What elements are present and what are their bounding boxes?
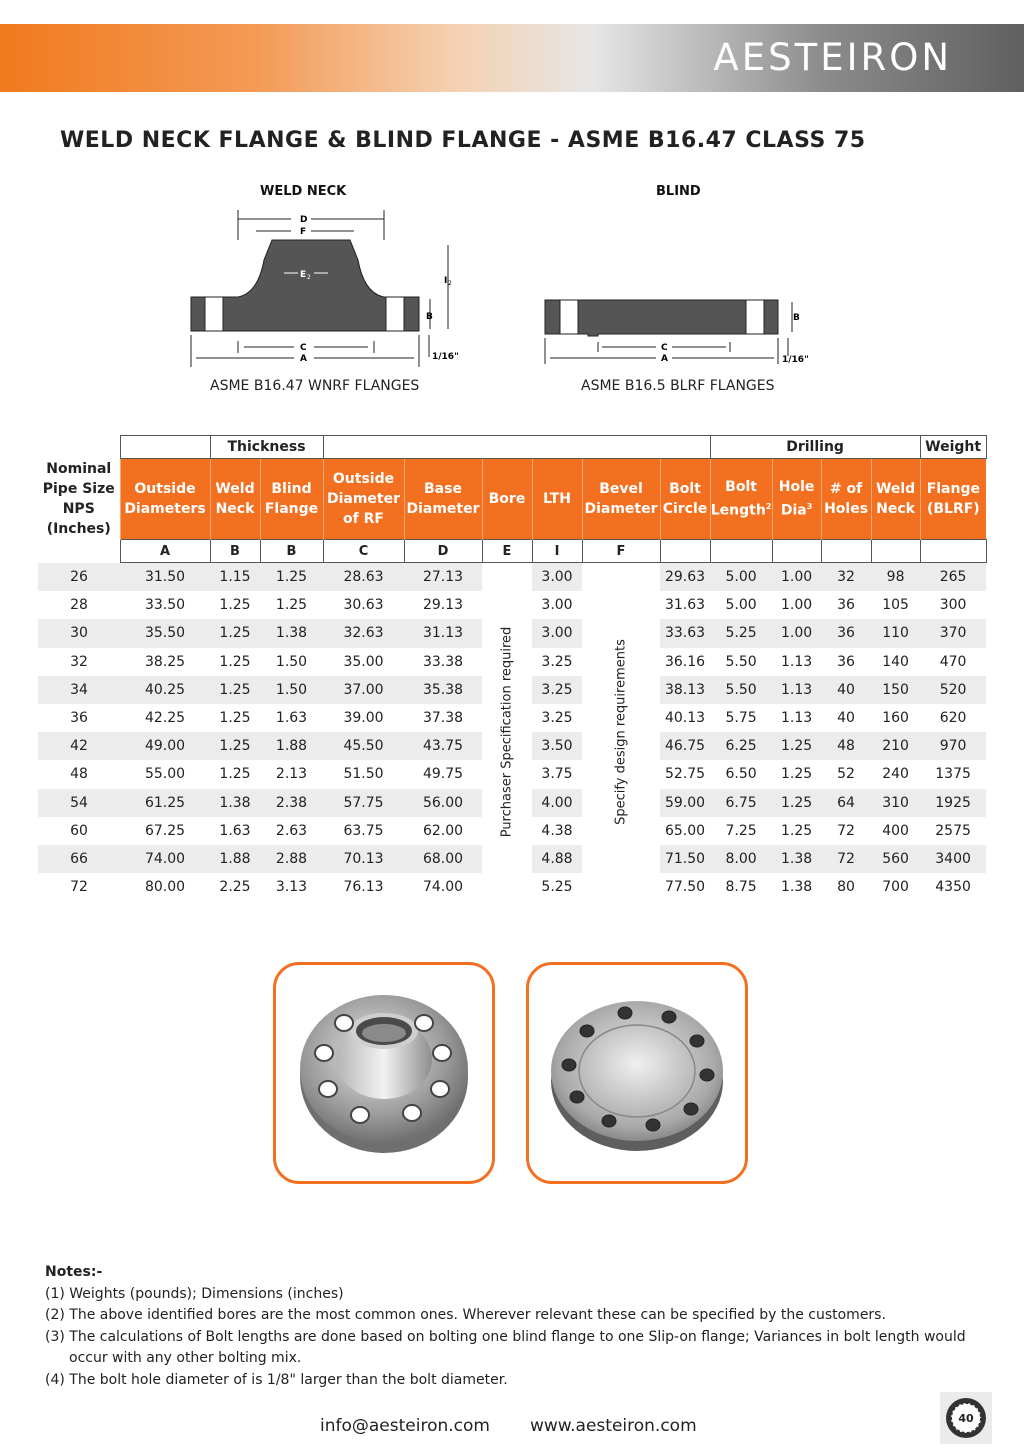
table-cell: 31.63 — [660, 591, 710, 619]
table-cell: 160 — [871, 704, 920, 732]
table-cell: 6.25 — [710, 732, 772, 760]
weld-neck-label: WELD NECK — [260, 184, 347, 199]
table-cell: 1.38 — [260, 619, 323, 647]
page-number: 40 — [958, 1412, 974, 1425]
table-cell: 5.50 — [710, 676, 772, 704]
table-cell: 80.00 — [120, 873, 210, 901]
table-cell: 105 — [871, 591, 920, 619]
table-cell: 1.25 — [210, 619, 260, 647]
table-cell: 36 — [821, 619, 871, 647]
table-cell: 64 — [821, 789, 871, 817]
table-cell: 265 — [920, 563, 986, 592]
letter-blank — [920, 540, 986, 563]
col-bf-l2: Flange — [264, 501, 319, 517]
spec-table — [38, 435, 987, 901]
dim-b: B — [426, 312, 433, 322]
dim-e2-sub: 2 — [307, 274, 311, 281]
table-cell: 5.00 — [710, 591, 772, 619]
table-cell: 3.50 — [532, 732, 582, 760]
table-cell: 68.00 — [404, 845, 482, 873]
table-cell: 28.63 — [323, 563, 404, 592]
note-3-cont: occur with any other bolting mix. — [69, 1350, 302, 1366]
table-cell: 60 — [38, 817, 120, 845]
note-2: (2) The above identified bores are the most common ones. Wherever relevant these can be specified by the customers. — [45, 1307, 886, 1323]
table-cell: 310 — [871, 789, 920, 817]
table-cell: 61.25 — [120, 789, 210, 817]
col-bevel-l2: Diameter — [584, 501, 658, 517]
col-wf-l2: (BLRF) — [926, 501, 980, 517]
table-cell: 6.50 — [710, 760, 772, 788]
table-cell: 46.75 — [660, 732, 710, 760]
table-cell: 1.50 — [260, 648, 323, 676]
table-cell: 1.25 — [210, 648, 260, 676]
col-wn-l1: Weld — [215, 481, 255, 497]
col-odrf-l3: of RF — [343, 511, 384, 527]
table-cell: 63.75 — [323, 817, 404, 845]
table-cell: 2.63 — [260, 817, 323, 845]
table-cell: 42.25 — [120, 704, 210, 732]
table-cell: 1.13 — [772, 676, 821, 704]
col-wf-l1: Flange — [926, 481, 980, 497]
table-cell: 4.38 — [532, 817, 582, 845]
table-row — [38, 563, 986, 592]
table-cell: 140 — [871, 648, 920, 676]
table-cell: 8.75 — [710, 873, 772, 901]
table-cell: 2575 — [920, 817, 986, 845]
dim-f: F — [300, 227, 307, 237]
letter-f: F — [582, 540, 660, 563]
col-bevel — [582, 459, 660, 540]
table-cell: 32.63 — [323, 619, 404, 647]
table-cell: 40.13 — [660, 704, 710, 732]
page-number-box — [940, 1392, 992, 1444]
table-cell: 5.25 — [532, 873, 582, 901]
table-cell: 49.00 — [120, 732, 210, 760]
table-cell: 74.00 — [120, 845, 210, 873]
col-wwn-l2: Neck — [876, 501, 915, 517]
letter-i: I — [532, 540, 582, 563]
dim-rf-blind: 1/16" — [782, 355, 809, 365]
table-cell: 31.13 — [404, 619, 482, 647]
table-cell: 400 — [871, 817, 920, 845]
col-wwn-l1: Weld — [875, 481, 916, 497]
table-cell: 1.13 — [772, 648, 821, 676]
col-w-flange — [920, 459, 986, 540]
letter-blank — [821, 540, 871, 563]
blind-label: BLIND — [656, 184, 701, 199]
table-cell: 42 — [38, 732, 120, 760]
table-cell: 1.63 — [260, 704, 323, 732]
dim-a: A — [300, 354, 307, 364]
table-cell: 80 — [821, 873, 871, 901]
table-cell: 77.50 — [660, 873, 710, 901]
table-cell: 3.25 — [532, 704, 582, 732]
table-cell: 40 — [821, 676, 871, 704]
col-od-rf — [323, 459, 404, 540]
table-cell: 48 — [821, 732, 871, 760]
table-cell: 45.50 — [323, 732, 404, 760]
table-cell: 4350 — [920, 873, 986, 901]
table-cell: 1.25 — [210, 591, 260, 619]
table-cell: 35.00 — [323, 648, 404, 676]
table-cell: 67.25 — [120, 817, 210, 845]
col-holes-l2: Holes — [824, 501, 869, 517]
weld-neck-flange-image — [276, 965, 492, 1181]
table-cell: 55.00 — [120, 760, 210, 788]
table-cell: 27.13 — [404, 563, 482, 592]
table-cell: 51.50 — [323, 760, 404, 788]
table-cell: 1.15 — [210, 563, 260, 592]
table-cell: 3400 — [920, 845, 986, 873]
blind-diagram — [540, 292, 820, 372]
bore-note: Purchaser Specification required — [499, 626, 515, 838]
table-cell: 3.13 — [260, 873, 323, 901]
letter-blank — [710, 540, 772, 563]
table-cell: 3.25 — [532, 676, 582, 704]
table-cell: 620 — [920, 704, 986, 732]
col-w-weld-neck — [871, 459, 920, 540]
blind-flange-photo — [526, 962, 748, 1184]
col-bf-l1: Blind — [271, 481, 312, 497]
letter-d: D — [404, 540, 482, 563]
table-cell: 5.50 — [710, 648, 772, 676]
table-cell: 1.25 — [772, 817, 821, 845]
table-cell: 110 — [871, 619, 920, 647]
table-cell: 3.25 — [532, 648, 582, 676]
table-cell: 49.75 — [404, 760, 482, 788]
group-thickness: Thickness — [210, 436, 323, 459]
table-cell: 3.75 — [532, 760, 582, 788]
table-cell: 1375 — [920, 760, 986, 788]
table-cell: 31.50 — [120, 563, 210, 592]
table-cell: 520 — [920, 676, 986, 704]
col-od — [120, 459, 210, 540]
letter-blank — [772, 540, 821, 563]
table-cell: 29.13 — [404, 591, 482, 619]
dim-i2-sub: 2 — [448, 280, 452, 287]
table-cell: 29.63 — [660, 563, 710, 592]
col-weld-neck — [210, 459, 260, 540]
column-header-row — [38, 459, 986, 540]
table-cell: 1.25 — [210, 732, 260, 760]
col-bl-l2: Length — [710, 502, 766, 519]
table-cell: 5.75 — [710, 704, 772, 732]
col-bl-l1: Bolt — [725, 479, 757, 496]
col-hd-sup: 3 — [806, 502, 813, 512]
table-cell: 30.63 — [323, 591, 404, 619]
col-nps-line1: Nominal — [46, 461, 112, 477]
table-cell: 1.25 — [772, 760, 821, 788]
table-cell: 57.75 — [323, 789, 404, 817]
letter-a: A — [120, 540, 210, 563]
dim-c: C — [300, 343, 307, 353]
table-cell: 43.75 — [404, 732, 482, 760]
col-base-l2: Diameter — [406, 501, 480, 517]
table-cell: 2.88 — [260, 845, 323, 873]
table-cell: 1.50 — [260, 676, 323, 704]
table-cell: 62.00 — [404, 817, 482, 845]
weld-neck-caption: ASME B16.47 WNRF FLANGES — [210, 378, 420, 394]
col-od-l2: Diameters — [124, 501, 206, 517]
table-cell: 48 — [38, 760, 120, 788]
table-cell: 36 — [821, 648, 871, 676]
bevel-note: Specify design requirements — [613, 639, 629, 825]
table-cell: 1.25 — [260, 591, 323, 619]
table-cell: 3.00 — [532, 591, 582, 619]
dim-c-blind: C — [661, 343, 668, 353]
table-cell: 150 — [871, 676, 920, 704]
group-header-row — [38, 436, 986, 459]
group-blank-1 — [120, 436, 210, 459]
table-body — [38, 563, 986, 902]
col-odrf-l2: Diameter — [326, 491, 401, 507]
table-cell: 72 — [821, 845, 871, 873]
letter-b1: B — [210, 540, 260, 563]
table-cell: 36 — [821, 591, 871, 619]
letter-b2: B — [260, 540, 323, 563]
brand-logo: AESTEIRON — [713, 36, 952, 79]
table-cell: 66 — [38, 845, 120, 873]
table-cell: 1.38 — [772, 845, 821, 873]
table-cell: 36.16 — [660, 648, 710, 676]
col-odrf-l1: Outside — [332, 471, 395, 487]
col-bc-l1: Bolt — [669, 481, 701, 497]
table-cell: 1.25 — [210, 760, 260, 788]
table-cell: 37.38 — [404, 704, 482, 732]
table-cell: 33.50 — [120, 591, 210, 619]
table-cell: 1.38 — [772, 873, 821, 901]
table-cell: 1.25 — [260, 563, 323, 592]
table-cell: 52 — [821, 760, 871, 788]
table-cell: 4.88 — [532, 845, 582, 873]
dim-a-blind: A — [661, 354, 668, 364]
table-cell: 2.38 — [260, 789, 323, 817]
group-weight: Weight — [920, 436, 986, 459]
table-cell: 6.75 — [710, 789, 772, 817]
col-hole-dia — [772, 459, 821, 540]
table-cell: 52.75 — [660, 760, 710, 788]
table-cell: 59.00 — [660, 789, 710, 817]
note-3: (3) The calculations of Bolt lengths are done based on bolting one blind flange to one Slip-on flange; Variances in bolt length would — [45, 1328, 966, 1345]
table-cell: 700 — [871, 873, 920, 901]
col-nps-line3: NPS — [62, 501, 95, 517]
letter-blank — [871, 540, 920, 563]
table-cell: 30 — [38, 619, 120, 647]
notes-title: Notes:- — [45, 1264, 103, 1280]
table-cell: 1.25 — [210, 704, 260, 732]
table-cell: 1.00 — [772, 563, 821, 592]
table-cell: 33.38 — [404, 648, 482, 676]
weld-neck-photo — [273, 962, 495, 1184]
note-4: (4) The bolt hole diameter of is 1/8" larger than the bolt diameter. — [45, 1371, 508, 1388]
table-cell: 1.13 — [772, 704, 821, 732]
letter-e: E — [482, 540, 532, 563]
table-cell: 1.00 — [772, 619, 821, 647]
page-badge-icon — [940, 1392, 992, 1444]
table-cell: 3.00 — [532, 619, 582, 647]
blind-flange-image — [529, 965, 745, 1181]
table-cell: 54 — [38, 789, 120, 817]
footer-email[interactable]: info@aesteiron.com — [320, 1416, 490, 1436]
dim-rf: 1/16" — [432, 352, 459, 362]
col-wn-l2: Neck — [215, 501, 255, 517]
bevel-note-cell — [582, 563, 660, 902]
col-bc-l2: Circle — [662, 501, 708, 517]
dim-d: D — [300, 215, 308, 225]
table-cell: 39.00 — [323, 704, 404, 732]
col-blind-flange — [260, 459, 323, 540]
table-cell: 76.13 — [323, 873, 404, 901]
table-cell: 370 — [920, 619, 986, 647]
table-cell: 32 — [821, 563, 871, 592]
col-bolt-circle — [660, 459, 710, 540]
table-cell: 28 — [38, 591, 120, 619]
blind-caption: ASME B16.5 BLRF FLANGES — [581, 378, 775, 394]
col-hd-l1: Hole — [778, 479, 815, 496]
col-lth: LTH — [532, 459, 582, 540]
table-cell: 5.00 — [710, 563, 772, 592]
table-cell: 40 — [821, 704, 871, 732]
col-bolt-length — [710, 459, 772, 540]
group-drilling: Drilling — [710, 436, 920, 459]
table-cell: 5.25 — [710, 619, 772, 647]
dim-i2: I — [444, 276, 448, 286]
table-cell: 2.25 — [210, 873, 260, 901]
weld-neck-diagram — [186, 205, 476, 370]
table-cell: 36 — [38, 704, 120, 732]
table-cell: 35.38 — [404, 676, 482, 704]
footer-website[interactable]: www.aesteiron.com — [530, 1416, 697, 1436]
table-cell: 470 — [920, 648, 986, 676]
table-cell: 560 — [871, 845, 920, 873]
table-cell: 38.25 — [120, 648, 210, 676]
col-hd-l2: Dia — [780, 502, 807, 519]
col-nps — [38, 436, 120, 563]
table-cell: 1.38 — [210, 789, 260, 817]
table-cell: 37.00 — [323, 676, 404, 704]
table-cell: 4.00 — [532, 789, 582, 817]
table-cell: 8.00 — [710, 845, 772, 873]
letter-c: C — [323, 540, 404, 563]
table-cell: 56.00 — [404, 789, 482, 817]
table-cell: 26 — [38, 563, 120, 592]
table-cell: 71.50 — [660, 845, 710, 873]
col-nps-line4: (Inches) — [46, 521, 111, 537]
col-bl-sup: 2 — [765, 502, 772, 512]
bore-note-cell — [482, 563, 532, 902]
table-cell: 3.00 — [532, 563, 582, 592]
col-base — [404, 459, 482, 540]
col-holes — [821, 459, 871, 540]
group-blank-2 — [323, 436, 710, 459]
table-cell: 970 — [920, 732, 986, 760]
table-cell: 40.25 — [120, 676, 210, 704]
table-cell: 70.13 — [323, 845, 404, 873]
table-cell: 1.25 — [772, 732, 821, 760]
table-cell: 34 — [38, 676, 120, 704]
table-cell: 65.00 — [660, 817, 710, 845]
col-nps-line2: Pipe Size — [42, 481, 115, 497]
table-cell: 240 — [871, 760, 920, 788]
table-cell: 72 — [38, 873, 120, 901]
letter-blank — [660, 540, 710, 563]
table-cell: 35.50 — [120, 619, 210, 647]
dim-e2: E — [300, 270, 307, 280]
table-cell: 1.63 — [210, 817, 260, 845]
page-title: WELD NECK FLANGE & BLIND FLANGE - ASME B16.47 CLASS 75 — [60, 128, 866, 153]
col-od-l1: Outside — [134, 481, 196, 497]
dim-b-blind: B — [793, 313, 800, 323]
col-bevel-l1: Bevel — [599, 481, 643, 497]
col-holes-l1: # of — [829, 481, 863, 497]
col-base-l1: Base — [424, 481, 462, 497]
table-cell: 32 — [38, 648, 120, 676]
table-cell: 33.63 — [660, 619, 710, 647]
col-bore: Bore — [482, 459, 532, 540]
table-cell: 300 — [920, 591, 986, 619]
table-cell: 98 — [871, 563, 920, 592]
table-cell: 74.00 — [404, 873, 482, 901]
letter-row — [38, 540, 986, 563]
table-cell: 1.25 — [210, 676, 260, 704]
table-cell: 72 — [821, 817, 871, 845]
table-cell: 1.88 — [210, 845, 260, 873]
table-cell: 1.00 — [772, 591, 821, 619]
table-cell: 1.88 — [260, 732, 323, 760]
note-1: (1) Weights (pounds); Dimensions (inches) — [45, 1285, 344, 1302]
table-cell: 2.13 — [260, 760, 323, 788]
table-cell: 7.25 — [710, 817, 772, 845]
table-cell: 210 — [871, 732, 920, 760]
table-cell: 1.25 — [772, 789, 821, 817]
table-cell: 38.13 — [660, 676, 710, 704]
table-cell: 1925 — [920, 789, 986, 817]
notes — [45, 1262, 995, 1391]
